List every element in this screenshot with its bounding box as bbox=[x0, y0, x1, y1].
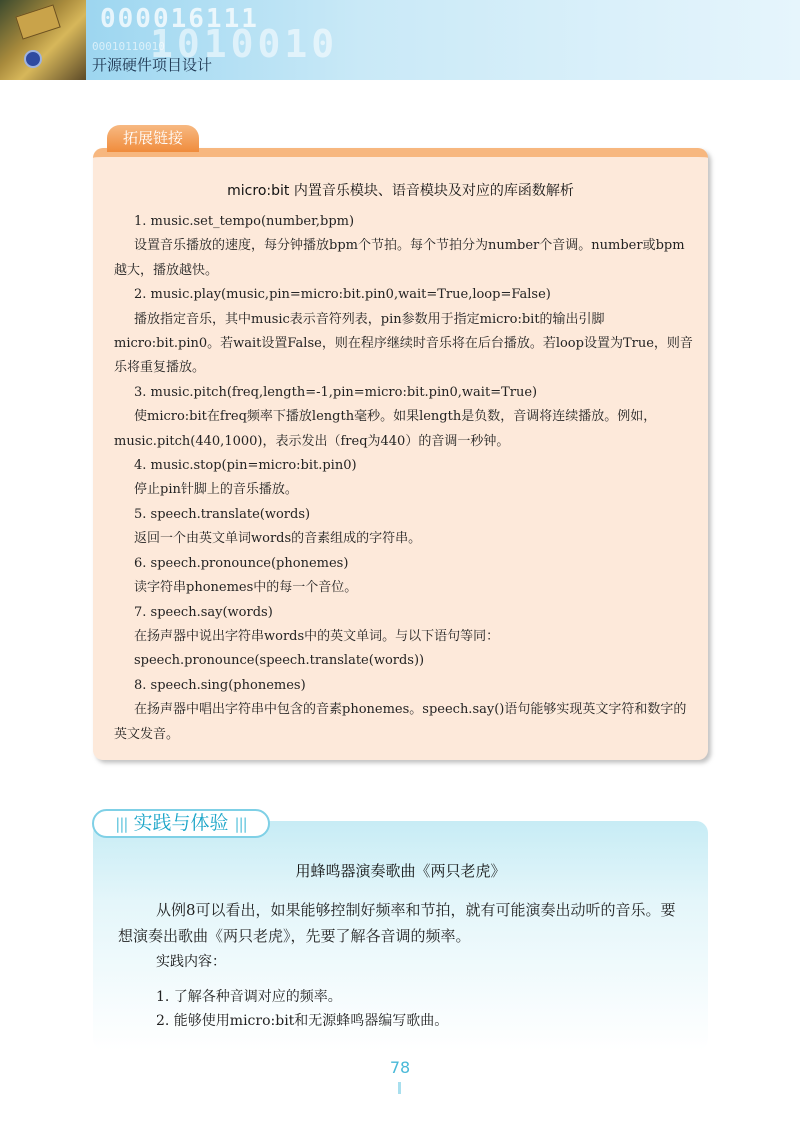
binary-decoration-large: 1010010 bbox=[150, 22, 339, 66]
function-description: 返回一个由英文单词words的音素组成的字符串。 bbox=[134, 531, 422, 547]
function-heading: 4. music.stop(pin=micro:bit.pin0) bbox=[134, 458, 357, 474]
practice-paragraph: 从例8可以看出，如果能够控制好频率和节拍，就有可能演奏出动听的音乐。要想演奏出歌曲《两只老虎》，先要了解各音调的频率。 bbox=[118, 901, 676, 945]
page-header bbox=[0, 0, 800, 80]
circuit-chip-icon bbox=[15, 4, 60, 39]
practice-subheading: 实践内容： bbox=[156, 954, 226, 970]
header-photo bbox=[0, 0, 86, 80]
function-description: 播放指定音乐，其中music表示音符列表，pin参数用于指定micro:bit的输出引脚micro:bit.pin0。若wait设置False，则在程序继续时音乐将在后台播放。若loop设置为True，则音乐将重复播放。 bbox=[114, 311, 693, 376]
bars-left-icon: ||| bbox=[115, 815, 128, 833]
function-description: 停止pin针脚上的音乐播放。 bbox=[134, 482, 298, 498]
function-description: 在扬声器中说出字符串words中的英文单词。与以下语句等同： bbox=[134, 628, 500, 644]
book-title: 开源硬件项目设计 bbox=[92, 56, 213, 74]
microbit-board-icon bbox=[24, 50, 42, 68]
function-equivalent-code: speech.pronounce(speech.translate(words)) bbox=[134, 653, 425, 669]
list-item: 1. 了解各种音调对应的频率。 bbox=[156, 989, 342, 1005]
function-heading: 2. music.play(music,pin=micro:bit.pin0,wait=True,loop=False) bbox=[134, 287, 551, 303]
function-heading: 3. music.pitch(freq,length=-1,pin=micro:bit.pin0,wait=True) bbox=[134, 384, 538, 400]
extension-tab: 拓展链接 bbox=[107, 125, 199, 152]
function-heading: 6. speech.pronounce(phonemes) bbox=[134, 555, 349, 571]
page-number: 78 bbox=[389, 1058, 411, 1077]
binary-decoration-small: 00010110010 bbox=[92, 40, 165, 53]
function-heading: 1. music.set_tempo(number,bpm) bbox=[134, 214, 355, 229]
page-number-mark bbox=[398, 1082, 401, 1094]
list-item: 2. 能够使用micro:bit和无源蜂鸣器编写歌曲。 bbox=[156, 1013, 449, 1029]
practice-tab-label: 实践与体验 bbox=[133, 812, 229, 834]
practice-list bbox=[156, 985, 448, 1033]
binary-decoration: 000016111 bbox=[100, 4, 259, 34]
function-description: 使micro:bit在freq频率下播放length毫秒。如果length是负数，音调将连续播放。例如，music.pitch(440,1000)，表示发出（freq为440）的音调一秒钟。 bbox=[114, 409, 657, 449]
function-description: 设置音乐播放的速度，每分钟播放bpm个节拍。每个节拍分为number个音调。number或bpm越大，播放越快。 bbox=[114, 238, 685, 278]
bars-right-icon: ||| bbox=[234, 815, 247, 833]
function-description: 读字符串phonemes中的每一个音位。 bbox=[134, 580, 358, 596]
function-heading: 8. speech.sing(phonemes) bbox=[134, 677, 306, 693]
practice-tab bbox=[92, 809, 270, 838]
practice-title: 用蜂鸣器演奏歌曲《两只老虎》 bbox=[295, 862, 506, 880]
extension-title: micro:bit 内置音乐模块、语音模块及对应的库函数解析 bbox=[227, 183, 574, 199]
extension-body bbox=[114, 210, 694, 747]
function-heading: 5. speech.translate(words) bbox=[134, 506, 311, 522]
function-heading: 7. speech.say(words) bbox=[134, 604, 273, 620]
function-description: 在扬声器中唱出字符串中包含的音素phonemes。speech.say()语句能够实现英文字符和数字的英文发音。 bbox=[114, 702, 687, 742]
